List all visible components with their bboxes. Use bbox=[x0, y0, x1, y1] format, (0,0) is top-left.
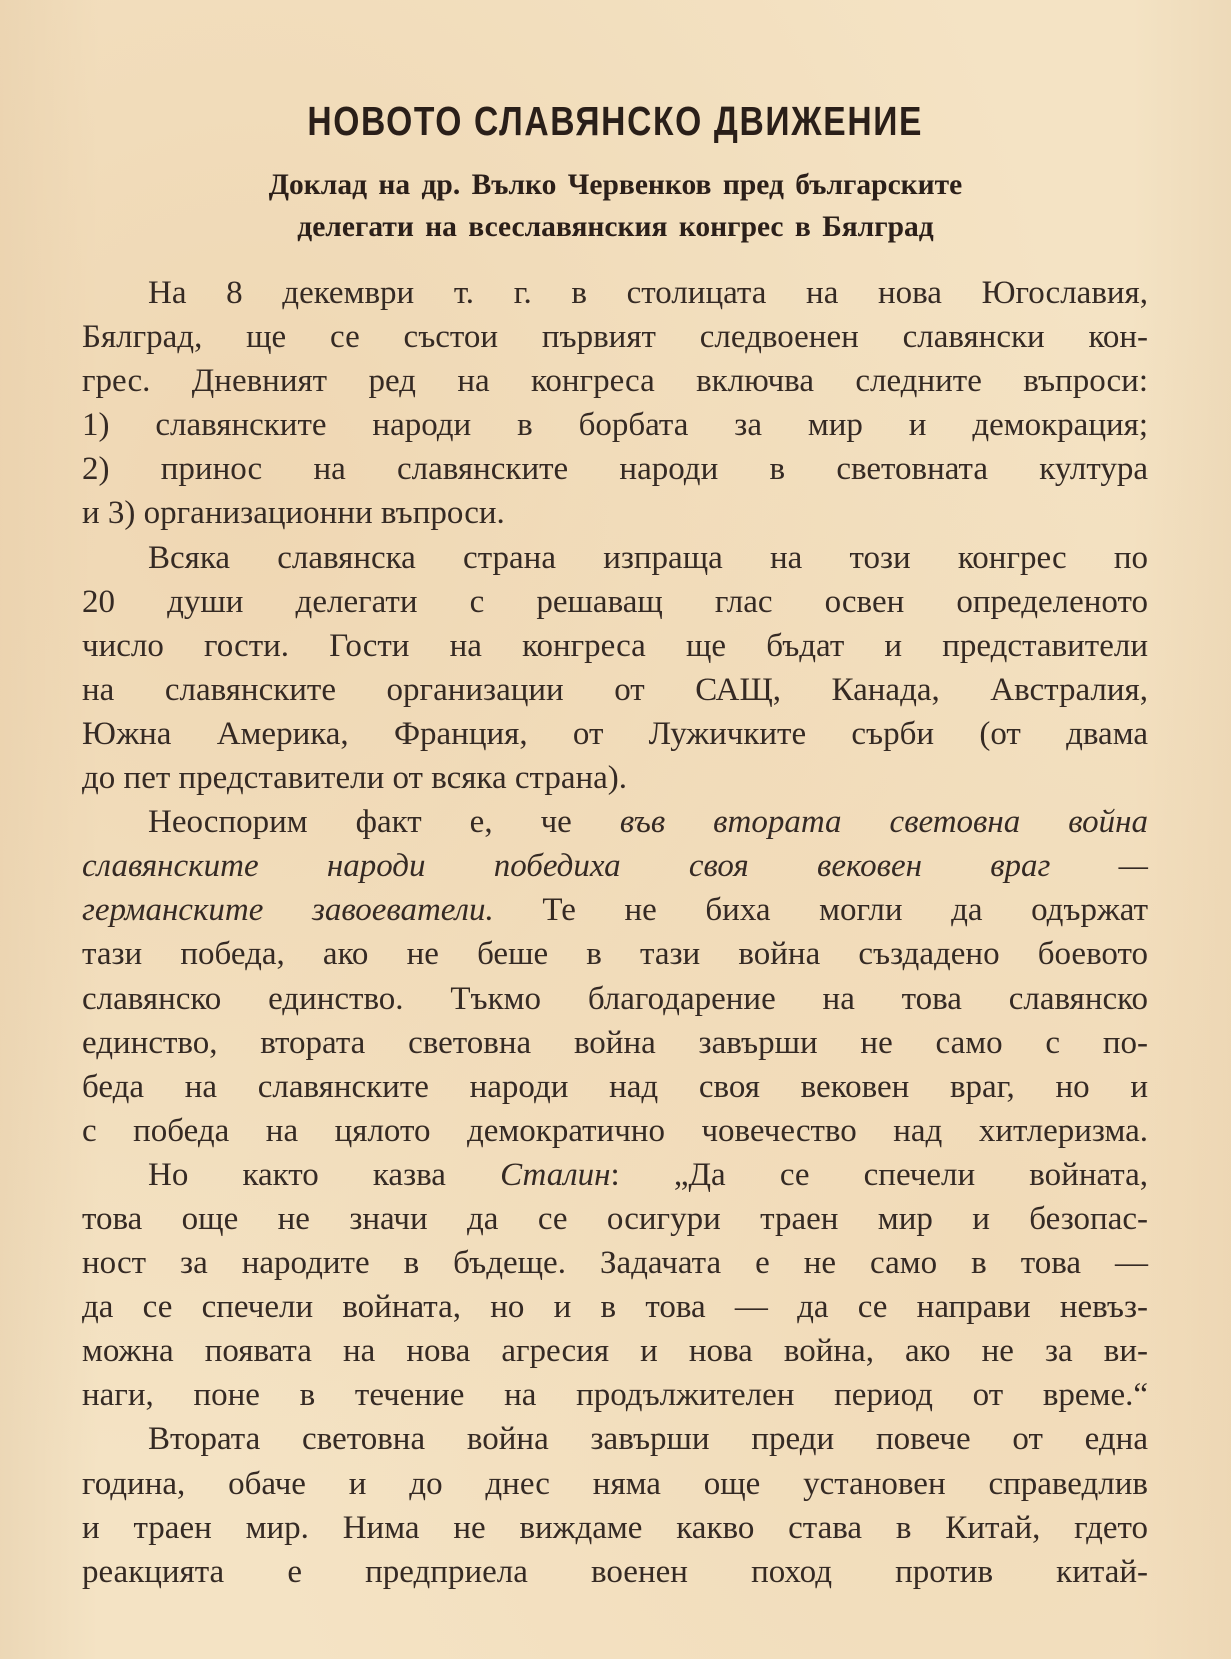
emphasis-text: славянските народи победиха своя вековен враг — bbox=[82, 848, 1148, 885]
emphasis-text: във втората световна война bbox=[619, 804, 1149, 841]
text-line: беда на славянските народи над своя вековен враг, но и bbox=[82, 1068, 1148, 1105]
subtitle-line: делегати на всеславянския конгрес в Бялград bbox=[297, 211, 934, 243]
text-run: Неоспорим факт е, че bbox=[148, 804, 572, 841]
text-line: 20 души делегати с решаващ глас освен определеното bbox=[82, 583, 1148, 620]
text-run: Но както казва bbox=[148, 1156, 446, 1193]
article-title: НОВОТО СЛАВЯНСКО ДВИЖЕНИЕ bbox=[307, 98, 924, 144]
text-line bbox=[82, 844, 1148, 888]
paragraph bbox=[82, 800, 1148, 1153]
text-line: реакцията е предприела военен поход против китай- bbox=[82, 1553, 1148, 1590]
text-line: Бялград, ще се състои първият следвоенен славянски кон- bbox=[82, 319, 1148, 356]
text-line: Всяка славянска страна изпраща на този конгрес по bbox=[148, 539, 1148, 576]
article-body bbox=[82, 271, 1148, 1594]
text-line: можна появата на нова агресия и нова война, ако не за ви- bbox=[82, 1333, 1148, 1370]
text-line: това още не значи да се осигури траен мир и безопас- bbox=[82, 1200, 1148, 1237]
text-line: година, обаче и до днес няма още установен справедлив bbox=[82, 1465, 1148, 1502]
text-line: на славянските организации от САЩ, Канада, Австралия, bbox=[82, 671, 1148, 708]
paragraph bbox=[82, 1153, 1148, 1418]
text-line: с победа на цялото демократично човечество над хитлеризма. bbox=[82, 1112, 1148, 1149]
text-line: да се спечели войната, но и в това — да се направи невъз- bbox=[82, 1289, 1148, 1326]
text-line: тази победа, ако не беше в тази война създадено боевото bbox=[82, 936, 1148, 973]
text-line: до пет представители от всяка страна). bbox=[82, 760, 628, 797]
text-line bbox=[82, 888, 1148, 932]
paragraph bbox=[82, 1417, 1148, 1593]
text-line: 2) принос на славянските народи в световната култура bbox=[82, 451, 1148, 488]
text-line: Южна Америка, Франция, от Лужичките сърби (от двама bbox=[82, 715, 1148, 752]
emphasis-text: германските завоеватели. bbox=[82, 892, 494, 929]
paragraph bbox=[82, 536, 1148, 801]
text-run: Те не биха могли да одържат bbox=[542, 892, 1149, 929]
text-line: Втората световна война завърши преди повече от една bbox=[148, 1421, 1148, 1458]
emphasis-text: Сталин bbox=[500, 1156, 611, 1193]
text-line: и 3) организационни въпроси. bbox=[82, 495, 505, 532]
text-line bbox=[82, 1153, 1148, 1197]
text-run: : „Да се спечели войната, bbox=[610, 1156, 1148, 1193]
text-line: 1) славянските народи в борбата за мир и демокрация; bbox=[82, 407, 1148, 444]
text-line: число гости. Гости на конгреса ще бъдат и представители bbox=[82, 627, 1148, 664]
text-line: ност за народите в бъдеще. Задачата е не само в това — bbox=[82, 1245, 1148, 1282]
text-line: На 8 декември т. г. в столицата на нова Югославия, bbox=[148, 275, 1148, 311]
text-line: и траен мир. Нима не виждаме какво става в Китай, гдето bbox=[82, 1509, 1148, 1546]
text-line: грес. Дневният ред на конгреса включва следните въпроси: bbox=[82, 363, 1148, 400]
subtitle-line: Доклад на др. Вълко Червенков пред българските bbox=[268, 169, 963, 201]
text-line: единство, втората световна война завърши не само с по- bbox=[82, 1024, 1148, 1061]
text-line: наги, поне в течение на продължителен период от време.“ bbox=[82, 1377, 1148, 1414]
paragraph bbox=[82, 271, 1148, 536]
article-subtitle bbox=[0, 164, 1231, 248]
text-line: славянско единство. Тъкмо благодарение на това славянско bbox=[82, 980, 1148, 1017]
text-line bbox=[82, 800, 1148, 844]
